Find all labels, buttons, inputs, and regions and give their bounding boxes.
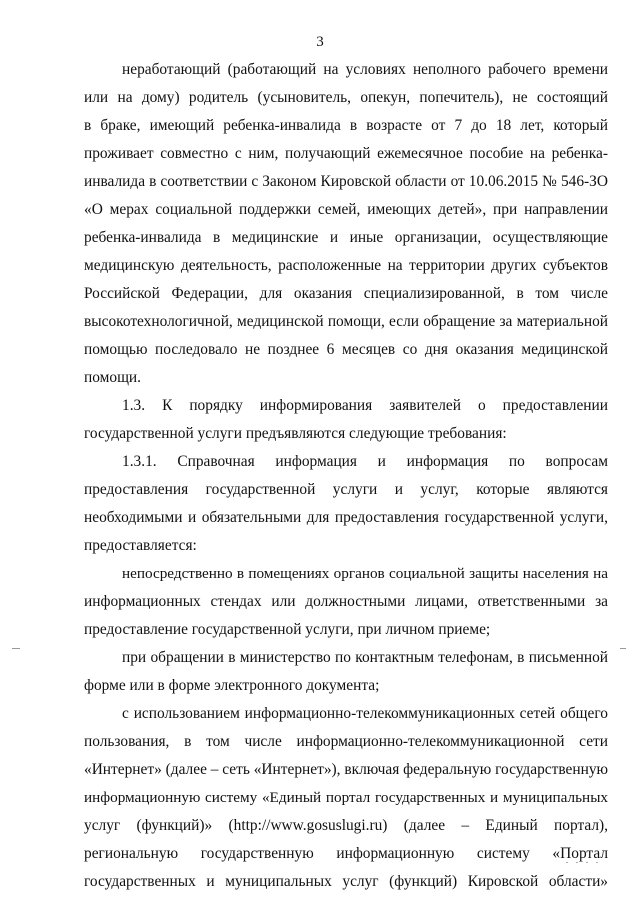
text-line: высокотехнологичной, медицинской помощи, если обращение за материальной: [84, 313, 608, 330]
text-line: «Интернет» (далее – сеть «Интернет»), включая федеральную государственную: [84, 761, 609, 778]
text-line: услуг (функций)» (http://www.gosuslugi.ru) (далее – Единый портал),: [84, 817, 608, 834]
text-line: пользования, в том числе информационно-телекоммуникационной сети: [84, 733, 608, 750]
text-line: 1.3. К порядку информирования заявителей о предоставлении: [122, 397, 608, 414]
text-line: инвалида в соответствии с Законом Кировской области от 10.06.2015 № 546-ЗО: [84, 173, 608, 190]
text-line: предоставление государственной услуги, при личном приеме;: [84, 621, 491, 638]
scan-mark: [596, 862, 598, 863]
page-number: 3: [316, 34, 324, 50]
text-line: предоставляется:: [84, 537, 197, 554]
text-line: помощи.: [84, 369, 142, 386]
scan-mark: [620, 648, 626, 649]
text-line: неработающий (работающий на условиях неполного рабочего времени: [122, 61, 608, 78]
text-line: непосредственно в помещениях органов социальной защиты населения на: [122, 565, 608, 582]
scan-mark: [576, 862, 578, 863]
text-line: государственной услуги предъявляются следующие требования:: [84, 425, 507, 442]
text-line: ребенка-инвалида в медицинские и иные организации, осуществляющие: [84, 229, 608, 246]
text-line: при обращении в министерство по контактным телефонам, в письменной: [122, 649, 608, 666]
scan-mark: [12, 648, 20, 649]
scan-mark: [586, 862, 588, 863]
text-line: информационную систему «Единый портал государственных и муниципальных: [84, 789, 608, 806]
text-line: информационных стендах или должностными лицами, ответственными за: [84, 593, 608, 610]
text-line: с использованием информационно-телекоммуникационных сетей общего: [122, 705, 608, 722]
text-line: проживает совместно с ним, получающий ежемесячное пособие на ребенка-: [84, 145, 608, 162]
text-line: необходимыми и обязательными для предоставления государственной услуги,: [84, 509, 608, 526]
scan-mark: [566, 862, 568, 863]
text-line: форме или в форме электронного документа;: [84, 677, 380, 694]
text-line: 1.3.1. Справочная информация и информация по вопросам: [122, 453, 608, 470]
text-line: «О мерах социальной поддержки семей, имеющих детей», при направлении: [84, 201, 608, 218]
text-line: Российской Федерации, для оказания специализированной, в том числе: [84, 285, 608, 302]
text-line: или на дому) родитель (усыновитель, опекун, попечитель), не состоящий: [84, 89, 608, 106]
text-line: помощью последовало не позднее 6 месяцев со дня оказания медицинской: [84, 341, 608, 358]
text-line: в браке, имеющий ребенка-инвалида в возрасте от 7 до 18 лет, который: [84, 117, 608, 134]
text-line: государственных и муниципальных услуг (функций) Кировской области»: [84, 873, 608, 890]
text-line: предоставления государственной услуги и услуг, которые являются: [84, 481, 608, 498]
text-line: региональную государственную информационную систему «Портал: [84, 845, 608, 862]
text-line: медицинскую деятельность, расположенные на территории других субъектов: [84, 257, 608, 274]
